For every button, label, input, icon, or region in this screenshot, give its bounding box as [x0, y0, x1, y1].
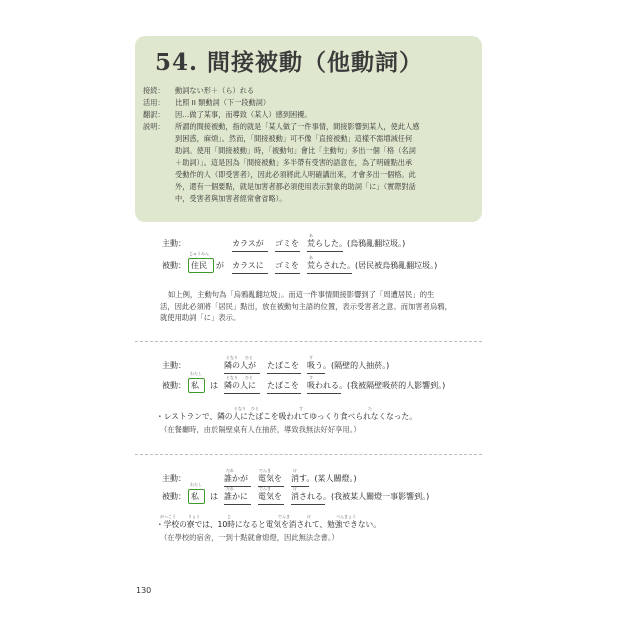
verb-underline [307, 273, 352, 274]
passive-label: 被動： [162, 261, 186, 270]
ruby-reading: となり [234, 406, 246, 411]
active-object: たばこを [267, 361, 299, 370]
example-translation: （在餐廳時，由於隔壁桌有人在抽菸，導致我無法好好享用。） [160, 425, 361, 434]
active-label: 主動： [162, 474, 186, 483]
ruby-reading: ひと [245, 355, 253, 360]
ruby-reading: ひと [251, 406, 259, 411]
subject-underline [232, 251, 268, 252]
ruby-reading: だれ [226, 468, 234, 473]
ruby-reading: じゅうみん [189, 251, 209, 256]
agent-underline [224, 504, 251, 505]
explanation-line: 外，還有一個要點，就是加害者都必須使用表示對象的助詞「に」（實際對話 [175, 182, 416, 191]
ruby-reading: け [293, 468, 297, 473]
object-underline [275, 251, 300, 252]
ruby-reading: だれ [226, 486, 234, 491]
explanation-line: 所謂的間接被動，指的就是「某人做了一件事情，間接影響到某人，使此人感 [175, 122, 420, 131]
ruby-reading: でんき [259, 486, 271, 491]
explanation-line: 助詞。使用「間接被動」時，「被動句」會比「主動句」多出一個「格（名詞 [175, 146, 416, 155]
object-underline [275, 273, 300, 274]
subject-underline [224, 373, 260, 374]
ruby-reading: あ [309, 233, 313, 238]
example-sentence: ・レストランで、隣の人にたばこを吸われてゆっくり食べられなくなった。 [156, 412, 417, 421]
passive-agent: カラスに [232, 261, 264, 270]
passive-victim: 私 [191, 381, 199, 390]
verb-underline [307, 373, 325, 374]
passive-label: 被動： [162, 381, 186, 390]
section-divider [135, 454, 482, 455]
agent-underline [224, 393, 260, 394]
ruby-reading: わたし [190, 482, 202, 487]
section-divider [135, 341, 482, 342]
passive-label: 被動： [162, 492, 186, 501]
connection-value: 動詞ない形＋（ら）れる [175, 86, 255, 95]
ruby-reading: す [309, 355, 313, 360]
active-label: 主動： [162, 239, 186, 248]
explanation-paragraph [160, 289, 470, 324]
ruby-reading: じ [227, 514, 231, 519]
active-label: 主動： [162, 361, 186, 370]
active-subject: 隣の人が [224, 361, 256, 370]
connection-key: 接続： [143, 86, 165, 95]
passive-particle: は [210, 381, 218, 390]
verb-underline [291, 504, 325, 505]
ruby-reading: す [299, 406, 303, 411]
object-underline [267, 393, 301, 394]
ruby-reading: となり [226, 375, 238, 380]
passive-agent: 誰かに [224, 492, 248, 501]
translation-key: 翻訳： [143, 110, 165, 119]
paragraph-line: 如上例，主動句為「烏鴉亂翻垃圾」。而這一件事情間接影響到了「周遭居民」的生 [168, 290, 435, 299]
ruby-reading: け [307, 514, 311, 519]
passive-object: たばこを [267, 381, 299, 390]
ruby-reading: す [309, 375, 313, 380]
passive-verb: 消される。(我被某人關燈一事影響到。) [291, 492, 430, 501]
passive-object: ゴミを [275, 261, 299, 270]
ruby-reading: た [368, 406, 372, 411]
explanation-line: 中，受害者與加害者經常會省略）。 [175, 194, 287, 203]
page-number: 130 [136, 586, 152, 595]
agent-underline [232, 273, 268, 274]
passive-victim: 私 [191, 492, 199, 501]
ruby-reading: となり [226, 355, 238, 360]
paragraph-line: 活，因此必須將「居民」點出，放在被動句主語的位置，表示受害者之意。而加害者烏鴉， [160, 301, 452, 311]
active-object: ゴミを [275, 239, 299, 248]
active-verb: 吸う。(隔壁的人抽菸。) [307, 361, 390, 370]
active-subject: カラスが [232, 239, 264, 248]
active-verb: 消す。(某人關燈。) [291, 474, 357, 483]
conjugation-key: 活用： [143, 98, 165, 107]
explanation-line: 到困惑，麻煩」。然而，「間接被動」可不像「直接被動」這樣不需増減任何 [175, 134, 413, 143]
ruby-reading: でんき [278, 514, 290, 519]
ruby-reading: がっこう [160, 514, 176, 519]
example-translation: （在學校的宿舍，一到十點就會熄燈，因此無法念書。） [160, 533, 339, 542]
passive-victim: 住民 [191, 261, 207, 270]
ruby-reading: け [293, 486, 297, 491]
explanation-text [175, 121, 480, 205]
explanation-line: ＋助詞）」。這是因為「間接被動」多半帶有受害的語意在，為了明確點出承 [175, 158, 413, 167]
translation-value: 因…做了某事，而導致（某人）感到困擾。 [175, 110, 312, 119]
verb-underline [307, 393, 341, 394]
passive-particle: が [216, 261, 224, 270]
active-subject: 誰かが [224, 474, 248, 483]
passive-verb: 荒らされた。(居民被烏鴉亂翻垃圾。) [307, 261, 438, 270]
active-object: 電気を [258, 474, 282, 483]
passive-verb: 吸われる。(我被隔壁吸菸的人影響到。) [307, 381, 446, 390]
ruby-reading: ひと [245, 375, 253, 380]
active-verb: 荒らした。(烏鴉亂翻垃圾。) [307, 239, 406, 248]
explanation-line: 受動作的人（即受害者），因此必須將此人明確講出來，才會多出一個格。此 [175, 170, 416, 179]
ruby-reading: わたし [190, 371, 202, 376]
verb-underline [307, 251, 343, 252]
object-underline [258, 504, 284, 505]
paragraph-line: 就使用助詞「に」表示。 [160, 313, 241, 322]
conjugation-value: 比照 II 類動詞（下一段動詞） [175, 98, 271, 107]
example-sentence: ・学校の寮では、10時になると電気を消されて、勉強できない。 [156, 520, 381, 529]
ruby-reading: べんきょう [336, 514, 356, 519]
ruby-reading: あ [309, 255, 313, 260]
passive-particle: は [210, 492, 218, 501]
ruby-reading: でんき [259, 468, 271, 473]
ruby-reading: りょう [188, 514, 200, 519]
explanation-key: 説明： [143, 122, 165, 131]
passive-agent: 隣の人に [224, 381, 256, 390]
object-underline [267, 373, 301, 374]
page-title: 54. 間接被動（他動詞） [155, 49, 424, 76]
passive-object: 電気を [258, 492, 282, 501]
